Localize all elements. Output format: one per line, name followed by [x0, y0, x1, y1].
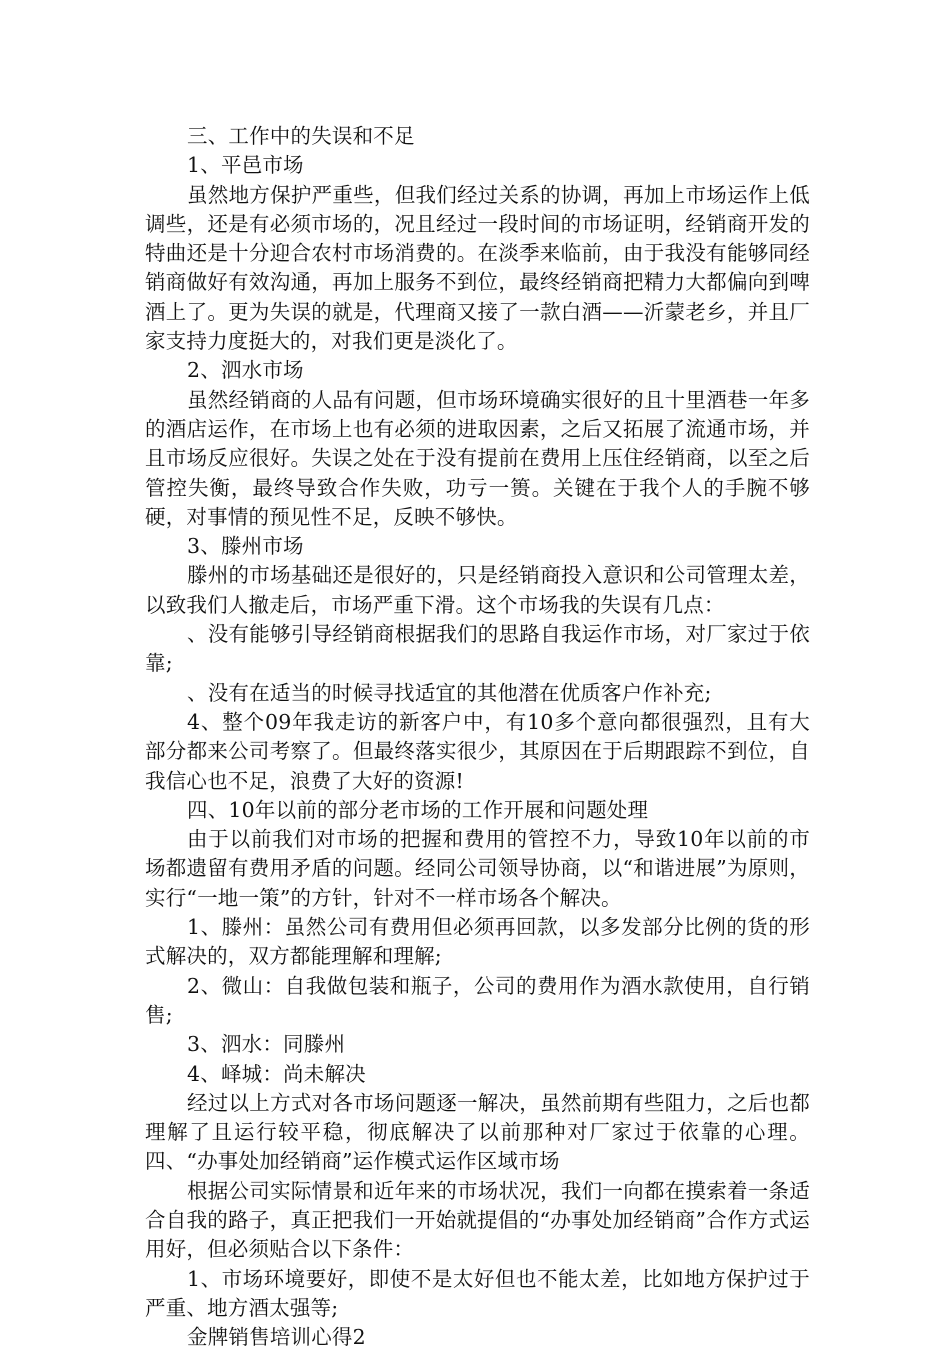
document-body: [145, 122, 810, 1352]
list-item: 、没有在适当的时候寻找适宜的其他潜在优质客户作补充;: [187, 680, 712, 705]
subsection-heading: 2、泗水市场: [187, 358, 304, 383]
list-item: 1、滕州：虽然公司有费用但必须再回款，以多发部分比例的货的形式解决的，双方都能理解和理解;: [145, 915, 810, 969]
paragraph: 虽然经销商的人品有问题，但市场环境确实很好的且十里酒巷一年多的酒店运作，在市场上也有必须的进取因素，之后又拓展了流通市场，并且市场反应很好。失误之处在于没有提前在费用上压住经销商，以至之后管控失衡，最终导致合作失败，功亏一篑。关键在于我个人的手腕不够硬，对事情的预见性不足，反映不够快。: [145, 387, 810, 529]
paragraph: 根据公司实际情景和近年来的市场状况，我们一向都在摸索着一条适合自我的路子，真正把我们一开始就提倡的“办事处加经销商”合作方式运用好，但必须贴合以下条件：: [145, 1178, 810, 1262]
paragraph: 滕州的市场基础还是很好的，只是经销商投入意识和公司管理太差，以致我们人撤走后，市场严重下滑。这个市场我的失误有几点：: [145, 563, 810, 617]
paragraph: 虽然地方保护严重些，但我们经过关系的协调，再加上市场运作上低调些，还是有必须市场的，况且经过一段时间的市场证明，经销商开发的特曲还是十分迎合农村市场消费的。在淡季来临前，由于我没有能够同经销商做好有效沟通，再加上服务不到位，最终经销商把精力大都偏向到啤酒上了。更为失误的就是，代理商又接了一款白酒——沂蒙老乡，并且厂家支持力度挺大的，对我们更是淡化了。: [145, 182, 810, 354]
list-item: 、没有能够引导经销商根据我们的思路自我运作市场，对厂家过于依靠;: [145, 622, 810, 676]
list-item: 3、泗水：同滕州: [187, 1032, 346, 1057]
subsection-heading: 1、平邑市场: [187, 153, 304, 178]
next-article-title: 金牌销售培训心得2: [187, 1325, 366, 1350]
paragraph: 4、整个09年我走访的新客户中，有10多个意向都很强烈，且有大部分都来公司考察了。但最终落实很少，其原因在于后期跟踪不到位，自我信心也不足，浪费了大好的资源!: [145, 709, 810, 793]
section-heading: 三、工作中的失误和不足: [187, 124, 415, 148]
paragraph: 经过以上方式对各市场问题逐一解决，虽然前期有些阻力，之后也都理解了且运行较平稳，彻底解决了以前那种对厂家过于依靠的心理。四、“办事处加经销商”运作模式运作区域市场: [145, 1090, 810, 1174]
section-heading: 四、10年以前的部分老市场的工作开展和问题处理: [187, 797, 649, 822]
list-item: 4、峄城：尚未解决: [187, 1061, 366, 1086]
paragraph: 由于以前我们对市场的把握和费用的管控不力，导致10年以前的市场都遗留有费用矛盾的问题。经同公司领导协商，以“和谐进展”为原则，实行“一地一策”的方针，针对不一样市场各个解决。: [145, 827, 810, 910]
list-item: 2、微山：自我做包装和瓶子，公司的费用作为酒水款使用，自行销售;: [145, 973, 810, 1027]
list-item: 1、市场环境要好，即使不是太好但也不能太差，比如地方保护过于严重、地方酒太强等;: [145, 1266, 810, 1320]
subsection-heading: 3、滕州市场: [187, 534, 304, 559]
